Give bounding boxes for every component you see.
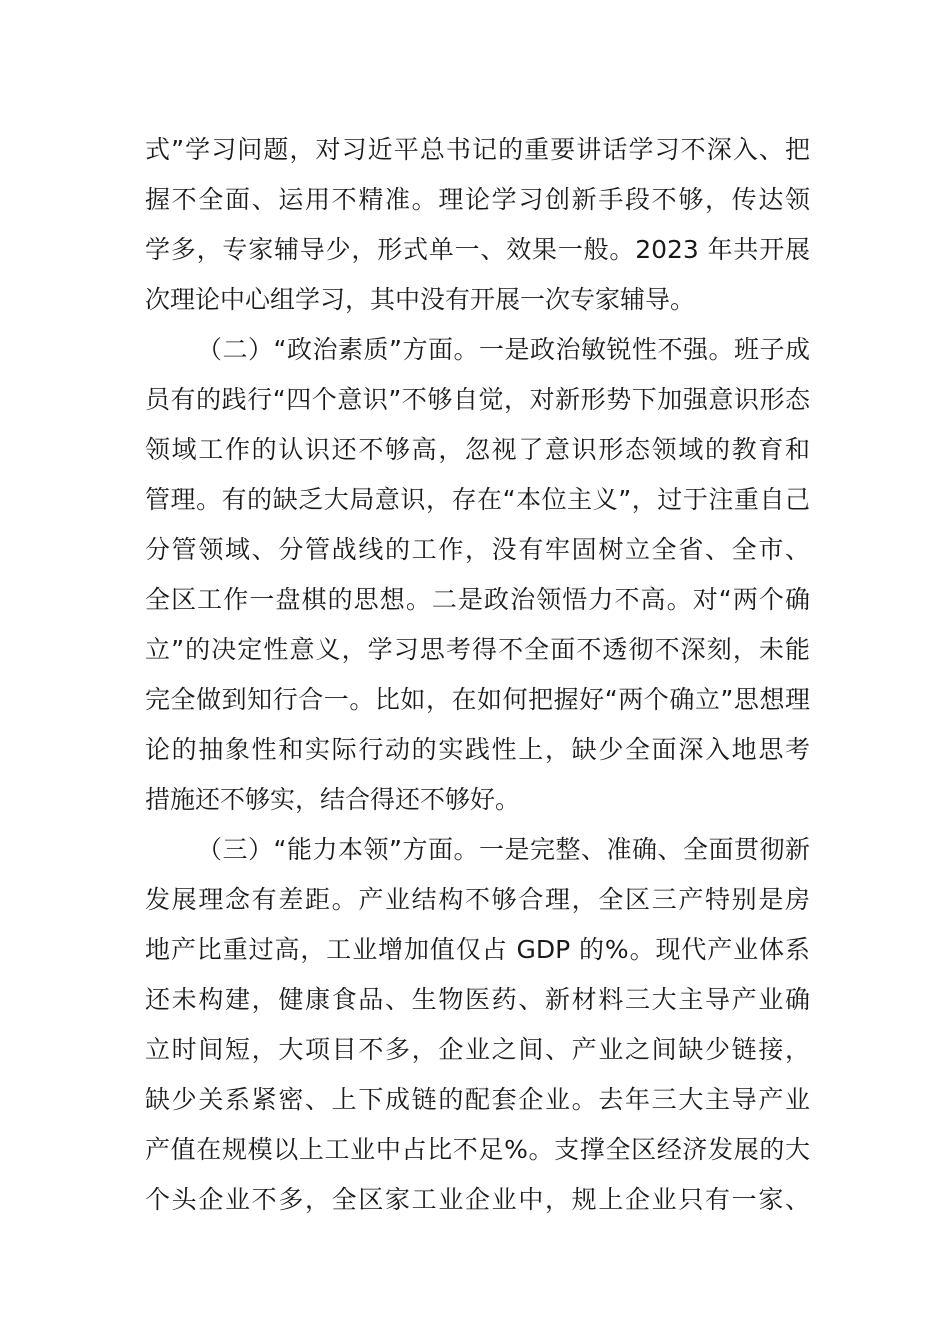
text-line: 措施还不够实，结合得还不够好。 xyxy=(145,785,521,814)
text-line: 式”学习问题，对习近平总书记的重要讲话学习不深入、把 xyxy=(145,135,810,164)
text-line: 管理。有的缺乏大局意识，存在“本位主义”，过于注重自己 xyxy=(145,485,810,514)
text-line: 次理论中心组学习，其中没有开展一次专家辅导。 xyxy=(145,285,696,314)
section-heading-line: （三）“能力本领”方面。一是完整、准确、全面贯彻新 xyxy=(197,835,810,864)
text-line: 全区工作一盘棋的思想。二是政治领悟力不高。对“两个确 xyxy=(145,585,810,614)
body-text xyxy=(145,125,810,1225)
text-line: 地产比重过高，工业增加值仅占 GDP 的%。现代产业体系 xyxy=(145,935,810,964)
text-line: 完全做到知行合一。比如，在如何把握好“两个确立”思想理 xyxy=(145,685,810,714)
text-line: 分管领域、分管战线的工作，没有牢固树立全省、全市、 xyxy=(145,535,810,564)
text-line: 产值在规模以上工业中占比不足%。支撑全区经济发展的大 xyxy=(145,1135,810,1164)
text-line: 个头企业不多，全区家工业企业中，规上企业只有一家、 xyxy=(145,1185,810,1214)
text-line: 发展理念有差距。产业结构不够合理，全区三产特别是房 xyxy=(145,885,810,914)
text-line: 论的抽象性和实际行动的实践性上，缺少全面深入地思考 xyxy=(145,735,810,764)
text-line: 还未构建，健康食品、生物医药、新材料三大主导产业确 xyxy=(145,985,810,1014)
text-line: 缺少关系紧密、上下成链的配套企业。去年三大主导产业 xyxy=(145,1085,810,1114)
text-line: 领域工作的认识还不够高，忽视了意识形态领域的教育和 xyxy=(145,435,810,464)
text-line: 员有的践行“四个意识”不够自觉，对新形势下加强意识形态 xyxy=(145,385,810,414)
text-line: 学多，专家辅导少，形式单一、效果一般。2023 年共开展 xyxy=(145,235,810,264)
text-line: 立时间短，大项目不多，企业之间、产业之间缺少链接， xyxy=(145,1035,810,1064)
section-heading-line: （二）“政治素质”方面。一是政治敏锐性不强。班子成 xyxy=(197,335,810,364)
text-line: 握不全面、运用不精准。理论学习创新手段不够，传达领 xyxy=(145,185,810,214)
text-line: 立”的决定性意义，学习思考得不全面不透彻不深刻，未能 xyxy=(145,635,810,664)
